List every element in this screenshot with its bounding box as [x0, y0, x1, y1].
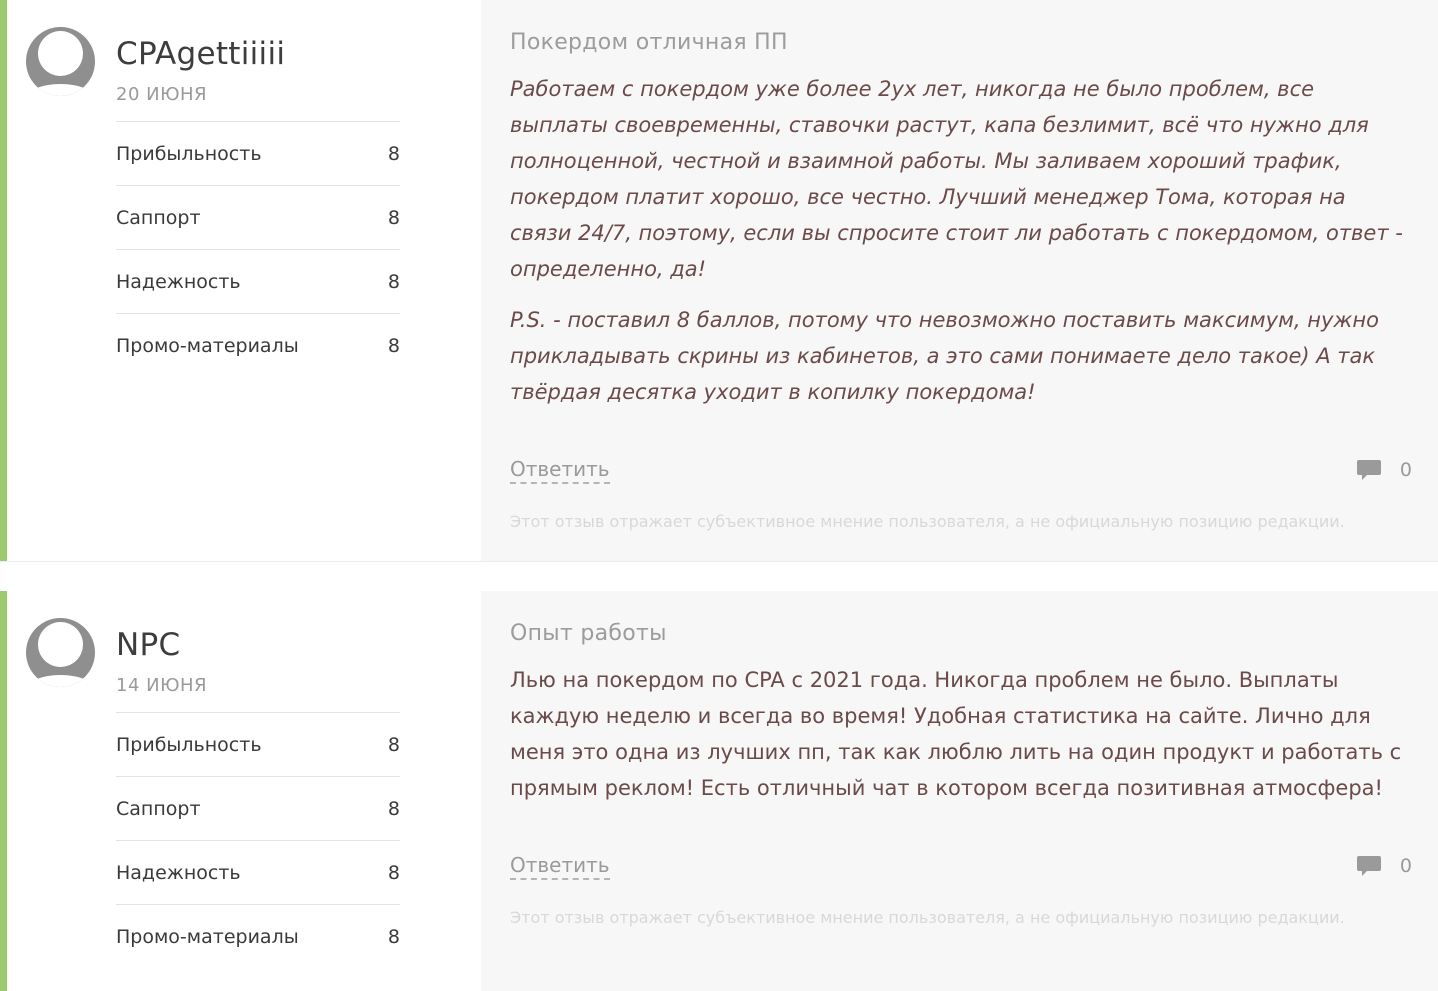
author-name[interactable]: NPC — [116, 627, 181, 663]
rating-label: Надежность — [116, 270, 241, 293]
avatar-head-shape — [38, 622, 83, 667]
review-card — [0, 591, 1438, 991]
author-name[interactable]: CPAgettiiiii — [116, 36, 286, 72]
review-paragraph: Работаем с покердом уже более 2ух лет, никогда не было проблем, все выплаты своевременны, ставочки растут, капа безлимит, всё что нужно для полноценной, честной и взаимной работы. Мы заливаем хороший трафик, покердом платит хорошо, все честно. Лучший менеджер Тома, которая на связи 24/7, поэтому, если вы спросите стоит ли работать с покердомом, ответ - определенно, да! — [510, 77, 1403, 281]
avatar-body-shape — [26, 675, 95, 687]
avatar — [26, 27, 95, 96]
rating-value: 8 — [387, 334, 400, 357]
rating-value: 8 — [387, 925, 400, 948]
comment-count[interactable] — [1356, 855, 1412, 877]
rating-value: 8 — [387, 733, 400, 756]
review-separator — [0, 561, 1438, 562]
rating-value: 8 — [387, 861, 400, 884]
review-body-panel — [481, 0, 1438, 561]
ratings-list — [116, 712, 400, 968]
rating-label: Промо-материалы — [116, 334, 299, 357]
review-date: 20 ИЮНЯ — [116, 84, 208, 105]
reply-button[interactable]: Ответить — [510, 852, 610, 880]
review-title: Опыт работы — [510, 621, 667, 646]
ratings-list — [116, 121, 400, 377]
comment-count-value: 0 — [1399, 855, 1412, 877]
review-disclaimer: Этот отзыв отражает субъективное мнение пользователя, а не официальную позицию редакции. — [510, 908, 1345, 927]
rating-label: Прибыльность — [116, 142, 262, 165]
review-paragraph: Лью на покердом по CPA с 2021 года. Никогда проблем не было. Выплаты каждую неделю и всегда во время! Удобная статистика на сайте. Лично для меня это одна из лучших пп, так как люблю лить на один продукт и работать с прямым реклом! Есть отличный чат в котором всегда позитивная атмосфера! — [510, 668, 1402, 800]
avatar — [26, 618, 95, 687]
rating-row — [116, 249, 400, 313]
rating-label: Прибыльность — [116, 733, 262, 756]
rating-label: Саппорт — [116, 206, 201, 229]
rating-value: 8 — [387, 270, 400, 293]
review-paragraph: P.S. - поставил 8 баллов, потому что невозможно поставить максимум, нужно прикладывать скрины из кабинетов, а это сами понимаете дело такое) А так твёрдая десятка уходит в копилку покердома! — [510, 308, 1379, 404]
rating-row — [116, 712, 400, 776]
comment-bubble-icon — [1356, 855, 1382, 877]
review-date: 14 ИЮНЯ — [116, 675, 208, 696]
rating-label: Саппорт — [116, 797, 201, 820]
reply-button[interactable]: Ответить — [510, 456, 610, 484]
review-author-panel — [7, 0, 481, 561]
rating-row — [116, 121, 400, 185]
review-actions — [510, 852, 1412, 880]
rating-row — [116, 840, 400, 904]
comment-bubble-icon — [1356, 459, 1382, 481]
rating-row — [116, 185, 400, 249]
rating-value: 8 — [387, 797, 400, 820]
review-title: Покердом отличная ПП — [510, 30, 788, 55]
rating-value: 8 — [387, 206, 400, 229]
avatar-head-shape — [38, 31, 83, 76]
rating-label: Надежность — [116, 861, 241, 884]
rating-value: 8 — [387, 142, 400, 165]
review-actions — [510, 456, 1412, 484]
rating-row — [116, 904, 400, 968]
review-body-panel — [481, 591, 1438, 991]
rating-row — [116, 313, 400, 377]
comment-count-value: 0 — [1399, 459, 1412, 481]
comment-count[interactable] — [1356, 459, 1412, 481]
review-author-panel — [7, 591, 481, 991]
avatar-body-shape — [26, 84, 95, 96]
rating-row — [116, 776, 400, 840]
rating-label: Промо-материалы — [116, 925, 299, 948]
review-disclaimer: Этот отзыв отражает субъективное мнение пользователя, а не официальную позицию редакции. — [510, 512, 1345, 531]
